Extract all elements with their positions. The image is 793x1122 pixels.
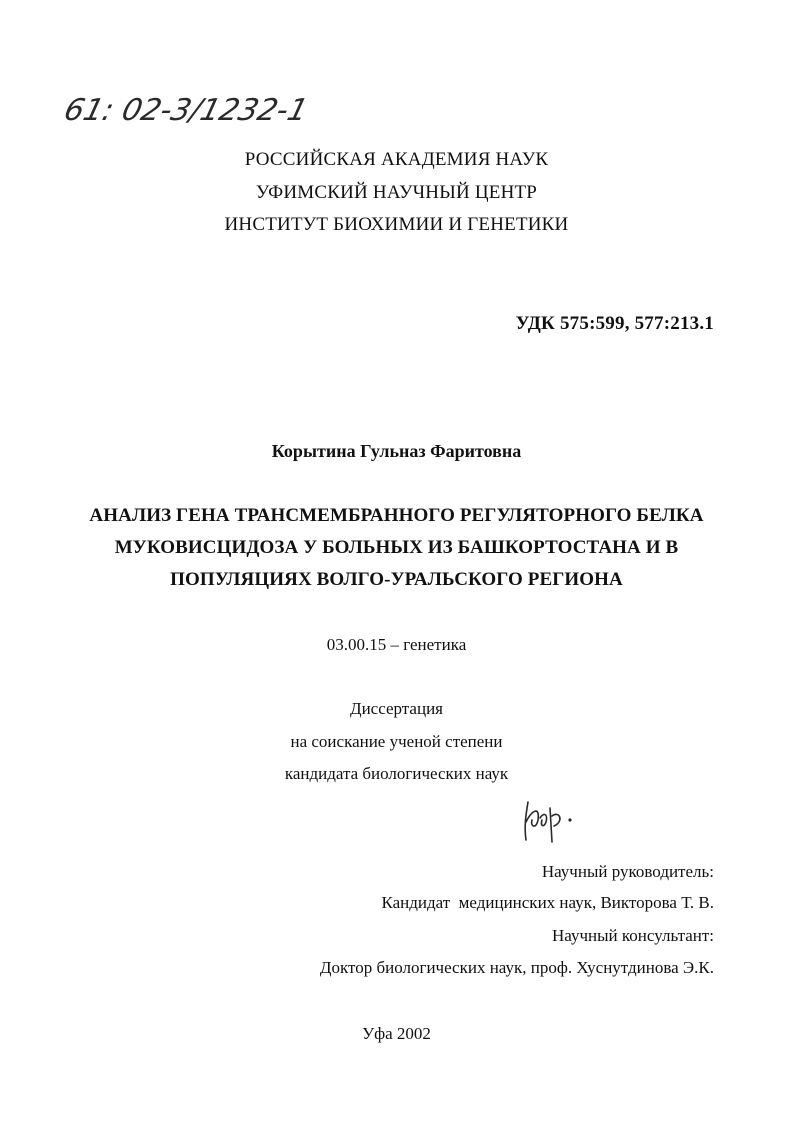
- author-name: Корытина Гульназ Фаритовна: [271, 441, 522, 461]
- degree-line-2: на соискание ученой степени: [290, 732, 503, 751]
- header-line-academy: РОССИЙСКАЯ АКАДЕМИЯ НАУК: [244, 149, 549, 170]
- signature-dot: [568, 818, 571, 821]
- handwritten-registration-number: [60, 82, 360, 132]
- udc-code: УДК 575:599, 577:213.1: [515, 313, 714, 334]
- consultant-name: Доктор биологических наук, проф. Хуснутдинова Э.К.: [319, 958, 714, 977]
- consultant-label: Научный консультант:: [552, 926, 714, 945]
- specialty: 03.00.15 – генетика: [326, 635, 467, 654]
- title-line-1: АНАЛИЗ ГЕНА ТРАНСМЕМБРАННОГО РЕГУЛЯТОРНОГО БЕЛКА: [89, 505, 704, 526]
- title-line-2: МУКОВИСЦИДОЗА У БОЛЬНЫХ ИЗ БАШКОРТОСТАНА И В: [114, 537, 679, 558]
- handwritten-signature: [518, 796, 578, 846]
- supervisor-label: Научный руководитель:: [541, 862, 714, 881]
- degree-line-3: кандидата биологических наук: [284, 764, 509, 783]
- header-line-institute: ИНСТИТУТ БИОХИМИИ И ГЕНЕТИКИ: [224, 214, 569, 235]
- supervisor-name: Кандидат медицинских наук, Викторова Т. В.: [381, 893, 714, 912]
- signature-stroke: [525, 802, 560, 842]
- header-line-center: УФИМСКИЙ НАУЧНЫЙ ЦЕНТР: [255, 182, 538, 203]
- city-year: Уфа 2002: [362, 1024, 431, 1043]
- title-line-3: ПОПУЛЯЦИЯХ ВОЛГО-УРАЛЬСКОГО РЕГИОНА: [170, 569, 623, 590]
- degree-line-1: Диссертация: [349, 699, 443, 718]
- registration-number-text: 61: 02-3/1232-1: [60, 93, 312, 128]
